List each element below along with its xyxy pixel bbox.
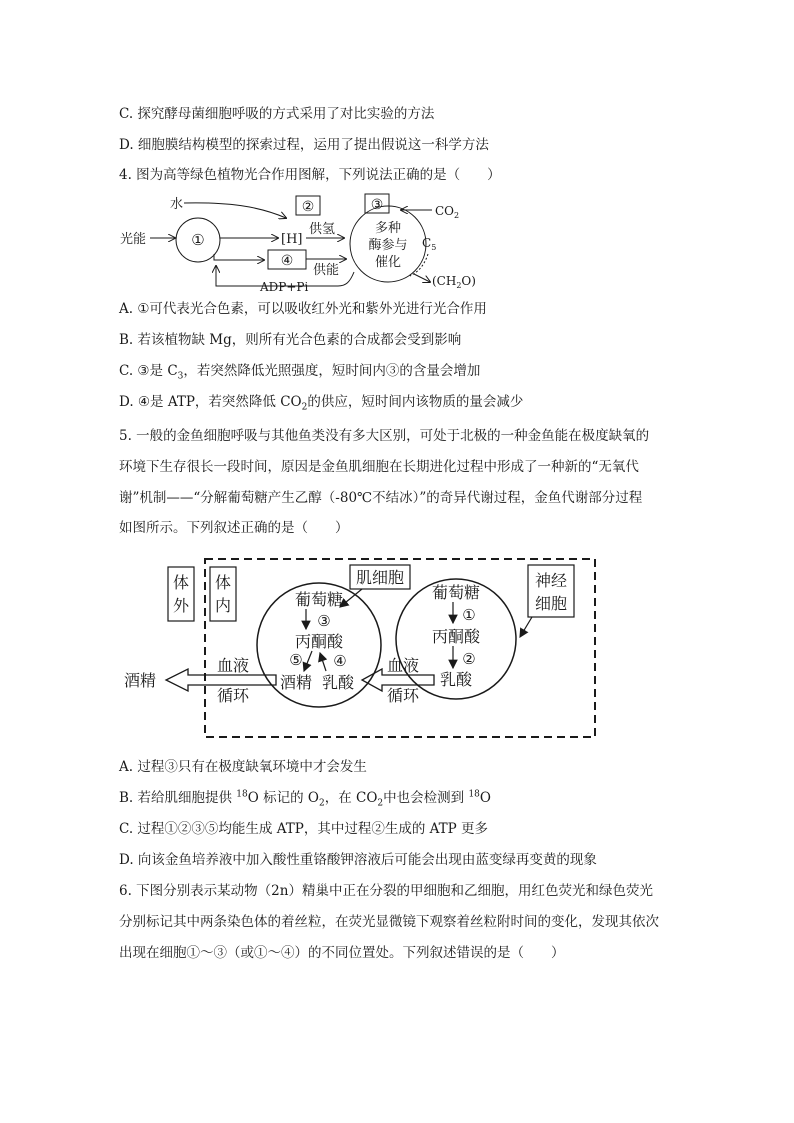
question-4-option-a: A. ①可代表光合色素，可以吸收红外光和紫外光进行光合作用 [119,301,487,317]
adp-pi-label: ADP+Pi [260,280,309,294]
nerve-cell-label-1: 神经 [534,571,568,590]
nerve-lactic-acid: 乳酸 [439,670,473,689]
light-energy-label: 光能 [120,232,147,247]
enzyme-label-line3: 催化 [374,255,402,270]
supply-hydrogen-label: 供氢 [309,222,336,237]
question-5-option-d: D. 向该金鱼培养液中加入酸性重铬酸钾溶液后可能会出现由蓝变绿再变黄的现象 [119,852,597,868]
option-c-previous: C. 探究酵母菌细胞呼吸的方式采用了对比实验的方法 [119,106,435,122]
muscle-cell-label: 肌细胞 [355,568,405,587]
question-5-option-a: A. 过程③只有在极度缺氧环境中才会发生 [119,759,367,775]
inside-label-1: 体 [214,573,232,592]
process-4: ④ [333,652,347,670]
h-label: [H] [281,232,303,247]
muscle-pyruvate: 丙酮酸 [294,632,344,651]
water-label: 水 [170,197,184,212]
option-d-previous: D. 细胞膜结构模型的探索过程，运用了提出假说这一科学方法 [119,137,489,153]
label-2: ② [301,199,315,215]
label-4: ④ [280,253,294,269]
question-5-line-2: 环境下生存很长一段时间，原因是金鱼肌细胞在长期进化过程中形成了一种新的“无氧代 [119,459,639,475]
muscle-glucose: 葡萄糖 [294,590,344,609]
ch2o-label: $(CH_2O)$ [432,274,476,290]
blood-circulation-left-2: 循环 [216,686,250,705]
goldfish-metabolism-diagram [118,555,600,741]
blood-circulation-left-1: 血液 [216,656,250,675]
process-3: ③ [317,612,331,630]
question-4-stem: 4. 图为高等绿色植物光合作用图解，下列说法正确的是（ ） [119,167,501,183]
question-5-line-4: 如图所示。下列叙述正确的是（ ） [119,520,349,536]
blood-circulation-right-2: 循环 [386,686,420,705]
nerve-pyruvate: 丙酮酸 [431,627,481,646]
question-6-line-2: 分别标记其中两条染色体的着丝粒，在荧光显微镜下观察着丝粒附时间的变化，发现其依次 [119,914,659,930]
nerve-cell-label-2: 细胞 [534,594,568,613]
outside-ethanol: 酒精 [123,671,157,690]
question-5-line-1: 5. 一般的金鱼细胞呼吸与其他鱼类没有多大区别，可处于北极的一种金鱼能在极度缺氧的 [119,428,650,444]
question-5-option-b: B. 若给肌细胞提供 $^{18}$O 标记的 $O_2$，在 $CO_2$中也会检测到 $^{18}$O [119,789,491,809]
water-arrow [184,203,286,218]
c5-label: $C_5$ [422,236,437,252]
label-1: ① [191,231,205,249]
supply-energy-label: 供能 [313,263,340,278]
outside-label-2: 外 [172,596,190,615]
label-3: ③ [370,197,384,213]
question-6-line-3: 出现在细胞①～③（或①～④）的不同位置处。下列叙述错误的是（ ） [119,945,565,961]
question-6-line-1: 6. 下图分别表示某动物（2n）精巢中正在分裂的甲细胞和乙细胞，用红色荧光和绿色荧光 [119,883,653,899]
muscle-ethanol: 酒精 [279,673,313,692]
muscle-lactic-acid: 乳酸 [321,673,355,692]
process-1: ① [462,606,476,624]
question-5-line-3: 谢”机制——“分解葡萄糖产生乙醇（-80℃不结冰）”的奇异代谢过程，金鱼代谢部分过程 [119,490,643,506]
co2-label: $CO_2$ [435,204,460,220]
outside-label-1: 体 [172,573,190,592]
question-4-option-d: D. ④是 ATP，若突然降低 $CO_2$的供应，短时间内该物质的量会减少 [119,394,524,413]
enzyme-label-line2: 酶参与 [368,238,408,253]
blood-circulation-right-1: 血液 [386,656,420,675]
photosynthesis-diagram [118,192,518,300]
question-4-option-b: B. 若该植物缺 Mg，则所有光合色素的合成都会受到影响 [119,332,462,348]
process-2: ② [462,650,476,668]
question-4-option-c: C. ③是 $C_3$，若突然降低光照强度，短时间内③的含量会增加 [119,363,481,382]
enzyme-label-line1: 多种 [374,221,402,236]
nerve-glucose: 葡萄糖 [431,583,481,602]
question-5-option-c: C. 过程①②③⑤均能生成 ATP，其中过程②生成的 ATP 更多 [119,821,489,837]
inside-label-2: 内 [214,596,232,615]
process-5: ⑤ [289,651,303,669]
